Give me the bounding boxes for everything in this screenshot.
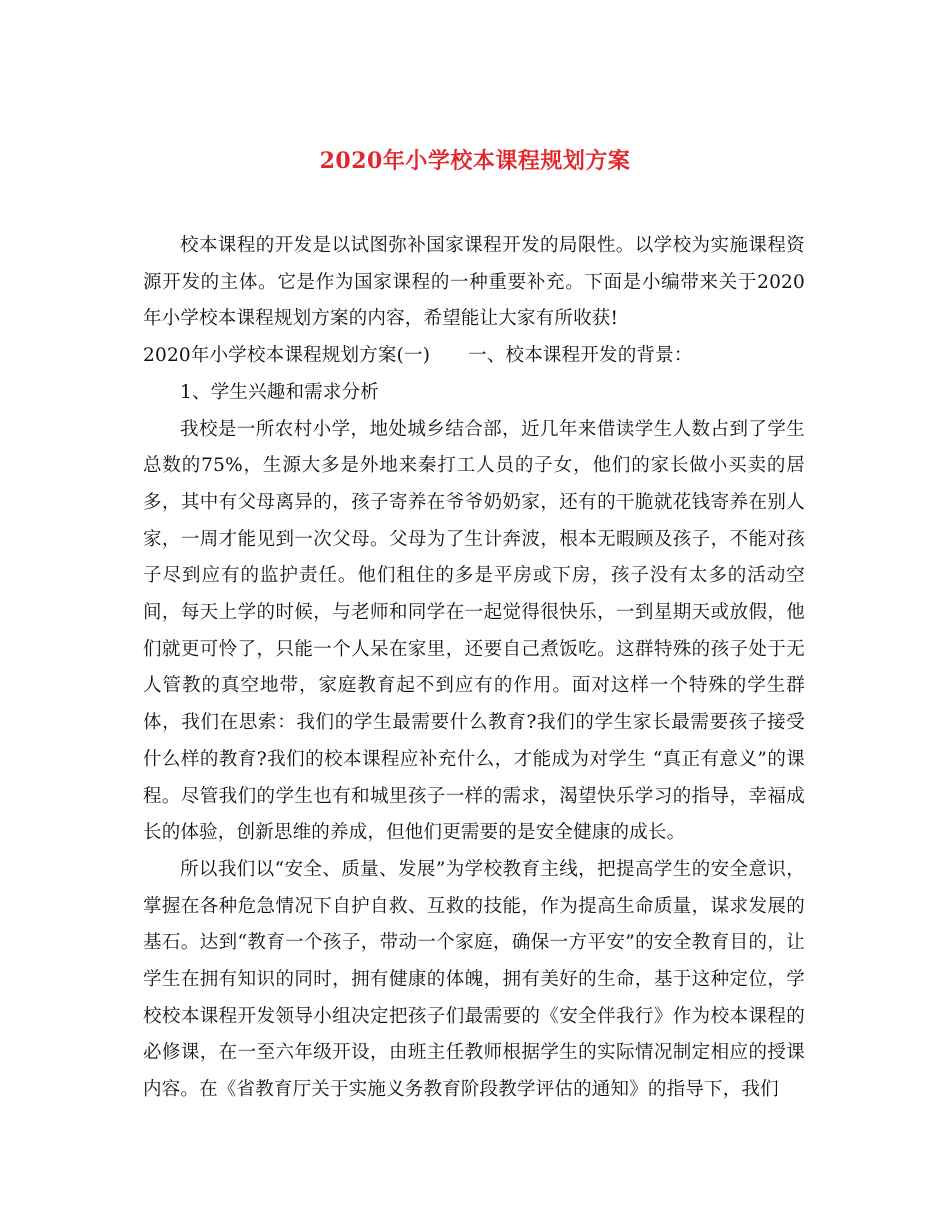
main-line-paragraph: 所以我们以“安全、质量、发展”为学校教育主线，把提高学生的安全意识，掌握在各种危急情况下自护自救、互救的技能，作为提高生命质量，谋求发展的基石。达到“教育一个孩子，带动一个家庭，确保一方平安”的安全教育目的，让学生在拥有知识的同时，拥有健康的体魄，拥有美好的生命，基于这种定位，学校校本课程开发领导小组决定把孩子们最需要的《安全伴我行》作为校本课程的必修课，在一至六年级开设，由班主任教师根据学生的实际情况制定相应的授课内容。在《省教育厅关于实施义务教育阶段教学评估的通知》的指导下，我们: [143, 858, 805, 1101]
analysis-paragraph: 我校是一所农村小学，地处城乡结合部，近几年来借读学生人数占到了学生总数的75%，生源大多是外地来秦打工人员的子女，他们的家长做小买卖的居多，其中有父母离异的，孩子寄养在爷爷奶奶家，还有的干脆就花钱寄养在别人家，一周才能见到一次父母。父母为了生计奔波，根本无暇顾及孩子，不能对孩子尽到应有的监护责任。他们租住的多是平房或下房，孩子没有太多的活动空间，每天上学的时候，与老师和同学在一起觉得很快乐，一到星期天或放假，他们就更可怜了，只能一个人呆在家里，还要自己煮饭吃。这群特殊的孩子处于无人管教的真空地带，家庭教育起不到应有的作用。面对这样一个特殊的学生群体，我们在思索：我们的学生最需要什么教育?我们的学生家长最需要孩子接受什么样的教育?我们的校本课程应补充什么，才能成为对学生 “真正有意义”的课程。尽管我们的学生也有和城里孩子一样的需求，渴望快乐学习的指导，幸福成长的体验，创新思维的养成，但他们更需要的是安全健康的成长。: [143, 418, 805, 844]
document-body: [143, 228, 805, 1109]
document-title: 2020年小学校本课程规划方案: [319, 148, 631, 174]
intro-paragraph: 校本课程的开发是以试图弥补国家课程开发的局限性。以学校为实施课程资源开发的主体。它是作为国家课程的一种重要补充。下面是小编带来关于2020年小学校本课程规划方案的内容，希望能让大家有所收获!: [143, 235, 805, 330]
subsection-heading: 1、学生兴趣和需求分析: [180, 381, 379, 403]
section-heading-line: [143, 338, 805, 375]
section-subtitle: 一、校本课程开发的背景：: [468, 345, 693, 367]
section-title: 2020年小学校本课程规划方案(一): [143, 345, 431, 367]
